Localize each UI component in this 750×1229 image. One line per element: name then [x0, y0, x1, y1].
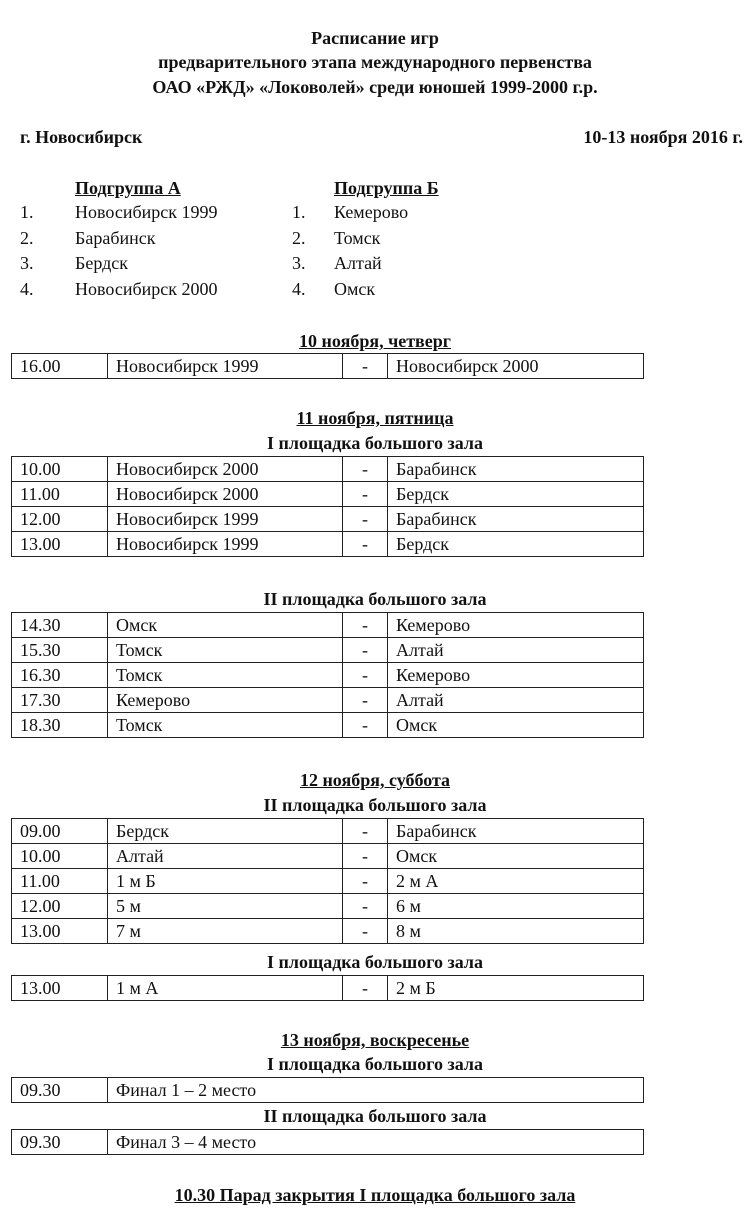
table-row: 17.30 Кемерово - Алтай: [12, 688, 644, 713]
group-b-title: Подгруппа Б: [334, 178, 439, 198]
court-title: I площадка большого зала: [267, 433, 483, 453]
table-row: 10.00 Новосибирск 2000 - Барабинск: [12, 457, 644, 482]
court-title: I площадка большого зала: [267, 1054, 483, 1074]
schedule-day-11-court-1: [11, 456, 644, 557]
group-b-list: [292, 200, 492, 302]
list-item: 4. Омск: [292, 278, 376, 299]
group-a-title: Подгруппа А: [75, 178, 181, 198]
day-13-title: 13 ноября, воскресенье: [280, 1030, 470, 1050]
doc-subtitle-2: ОАО «РЖД» «Локоволей» среди юношей 1999-2000 г.р.: [152, 77, 598, 97]
court-title: I площадка большого зала: [267, 952, 483, 972]
table-row: 13.00 7 м - 8 м: [12, 919, 644, 944]
table-row: 16.30 Томск - Кемерово: [12, 663, 644, 688]
list-item: 1. Кемерово: [292, 202, 409, 222]
schedule-day-10: [11, 353, 644, 379]
closing-parade: 10.30 Парад закрытия I площадка большого зала: [174, 1185, 576, 1205]
table-row: 15.30 Томск - Алтай: [12, 638, 644, 663]
day-10-title: 10 ноября, четверг: [299, 331, 451, 351]
list-item: 2. Барабинск: [20, 227, 156, 248]
list-item: 3. Алтай: [292, 253, 382, 273]
schedule-day-13-court-1: [11, 1077, 644, 1103]
table-row: 12.00 Новосибирск 1999 - Барабинск: [12, 507, 644, 532]
table-row: 12.00 5 м - 6 м: [12, 894, 644, 919]
table-row: 10.00 Алтай - Омск: [12, 844, 644, 869]
court-title: II площадка большого зала: [263, 795, 487, 815]
list-item: 2. Томск: [292, 227, 381, 248]
list-item: 1. Новосибирск 1999: [20, 202, 218, 222]
table-row: 11.00 Новосибирск 2000 - Бердск: [12, 482, 644, 507]
schedule-day-12-court-1: [11, 975, 644, 1001]
table-row: 09.30 Финал 3 – 4 место: [12, 1130, 644, 1155]
group-a-list: [20, 200, 280, 302]
schedule-day-12-court-2: [11, 818, 644, 944]
table-row: 09.00 Бердск - Барабинск: [12, 819, 644, 844]
table-row: 09.30 Финал 1 – 2 место: [12, 1078, 644, 1103]
table-row: 14.30 Омск - Кемерово: [12, 613, 644, 638]
court-title: II площадка большого зала: [263, 589, 487, 609]
list-item: 4. Новосибирск 2000: [20, 278, 218, 299]
court-title: II площадка большого зала: [263, 1106, 487, 1126]
schedule-day-11-court-2: [11, 612, 644, 738]
day-12-title: 12 ноября, суббота: [299, 770, 451, 790]
day-11-title: 11 ноября, пятница: [296, 408, 454, 428]
table-row: 11.00 1 м Б - 2 м А: [12, 869, 644, 894]
schedule-day-13-court-2: [11, 1129, 644, 1155]
doc-subtitle: предварительного этапа международного первенства: [158, 52, 592, 72]
city: г. Новосибирск: [20, 127, 143, 147]
table-row: 13.00 1 м А - 2 м Б: [12, 976, 644, 1001]
event-dates: 10-13 ноября 2016 г.: [583, 127, 743, 147]
table-row: 18.30 Томск - Омск: [12, 713, 644, 738]
list-item: 3. Бердск: [20, 253, 128, 273]
doc-title: Расписание игр: [311, 28, 439, 48]
table-row: 13.00 Новосибирск 1999 - Бердск: [12, 532, 644, 557]
table-row: 16.00 Новосибирск 1999 - Новосибирск 2000: [12, 354, 644, 379]
